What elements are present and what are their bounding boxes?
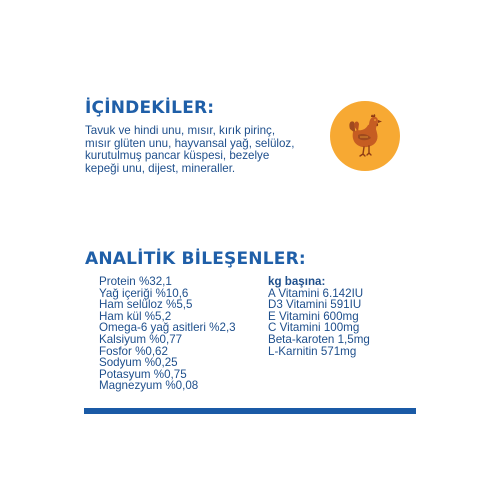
ingredients-line: Tavuk ve hindi unu, mısır, kırık pirinç,: [85, 124, 276, 137]
ingredients-line: mısır glüten unu, hayvansal yağ, selüloz,: [85, 136, 295, 150]
list-item: C Vitamini 100mg: [268, 321, 360, 335]
list-item: Omega-6 yağ asitleri %2,3: [99, 321, 236, 335]
list-item: E Vitamini 600mg: [268, 309, 359, 323]
chicken-badge: [330, 101, 400, 171]
list-item: Magnezyum %0,08: [99, 379, 199, 393]
list-item: Potasyum %0,75: [99, 367, 187, 381]
ingredients-title: İÇİNDEKİLER:: [85, 98, 215, 118]
analysis-right-list: [268, 276, 370, 357]
list-item: Sodyum %0,25: [99, 356, 178, 370]
ingredients-text: [85, 125, 325, 175]
ingredients-line: kepeği unu, dijest, mineraller.: [85, 161, 236, 175]
analysis-title: ANALİTİK BİLEŞENLER:: [85, 249, 306, 269]
ingredients-line: kurutulmuş pancar küspesi, bezelye: [85, 149, 270, 163]
analysis-left-list: [99, 276, 236, 392]
list-item: Fosfor %0,62: [99, 344, 168, 358]
per-kg-heading: kg başına:: [268, 275, 326, 288]
bottom-divider: [84, 408, 416, 414]
list-item: Beta-karoten 1,5mg: [268, 332, 370, 346]
list-item: Ham kül %5,2: [99, 309, 172, 323]
list-item: Protein %32,1: [99, 275, 172, 288]
list-item: D3 Vitamini 591IU: [268, 298, 362, 312]
list-item: Kalsiyum %0,77: [99, 332, 183, 346]
list-item: Ham selüloz %5,5: [99, 298, 193, 312]
list-item: L-Karnitin 571mg: [268, 344, 357, 358]
list-item: A Vitamini 6.142IU: [268, 286, 364, 300]
chicken-icon: [340, 111, 390, 161]
list-item: Yağ içeriği %10,6: [99, 286, 189, 300]
